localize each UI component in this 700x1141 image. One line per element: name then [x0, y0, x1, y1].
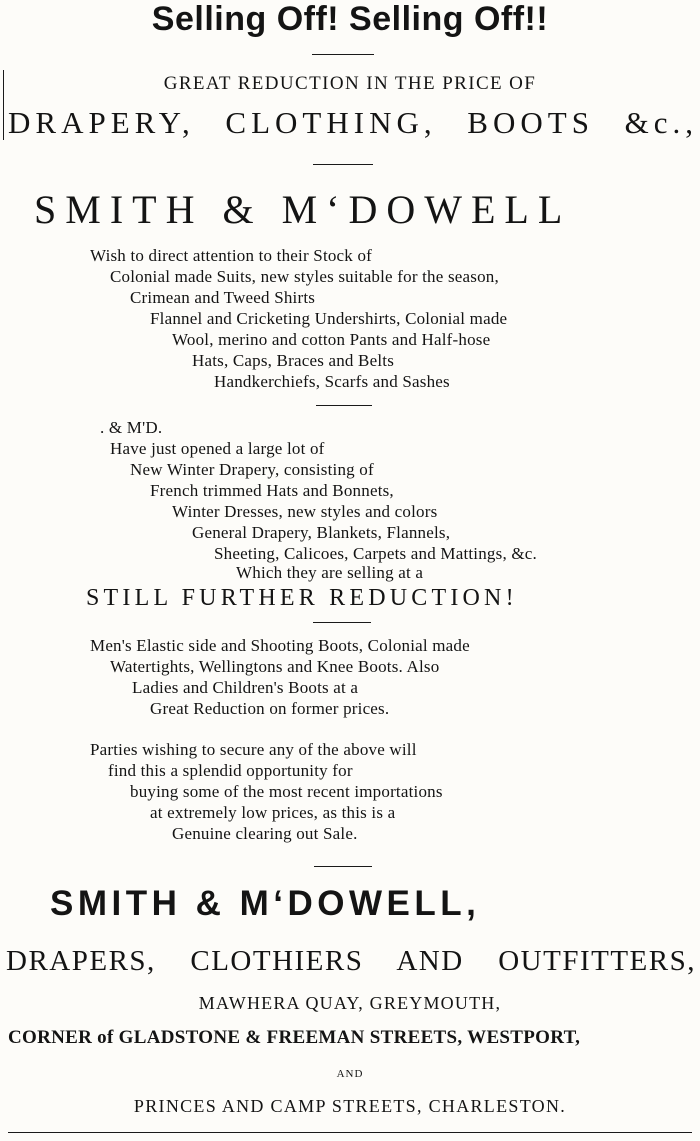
list-item: Great Reduction on former prices.	[150, 699, 390, 718]
address-greymouth: MAWHERA QUAY, GREYMOUTH,	[198, 993, 502, 1013]
address-westport: CORNER of GLADSTONE & FREEMAN STREETS, WESTPORT,	[8, 1027, 581, 1048]
divider	[316, 405, 372, 406]
list-item: Colonial made Suits, new styles suitable for the season,	[110, 267, 499, 286]
address-charleston: PRINCES AND CAMP STREETS, CHARLESTON.	[133, 1096, 567, 1116]
list-item: find this a splendid opportunity for	[108, 761, 353, 780]
divider	[313, 622, 371, 623]
subheading: GREAT REDUCTION IN THE PRICE OF	[163, 73, 537, 94]
firm-name: SMITH & M‘DOWELL	[34, 187, 572, 232]
list-item: Genuine clearing out Sale.	[172, 824, 358, 843]
list-item: Ladies and Children's Boots at a	[132, 678, 359, 697]
bottom-border	[8, 1132, 692, 1133]
list-item: Men's Elastic side and Shooting Boots, Colonial made	[90, 636, 470, 655]
divider	[313, 164, 373, 165]
list-item: . & M'D.	[100, 418, 163, 437]
list-item: French trimmed Hats and Bonnets,	[150, 481, 394, 500]
list-item: Flannel and Cricketing Undershirts, Colonial made	[150, 309, 508, 328]
list-item: Winter Dresses, new styles and colors	[172, 502, 438, 521]
list-item: buying some of the most recent importations	[130, 782, 443, 801]
list-item: New Winter Drapery, consisting of	[130, 460, 374, 479]
list-item: General Drapery, Blankets, Flannels,	[192, 523, 451, 542]
list-item: Watertights, Wellingtons and Knee Boots. Also	[110, 657, 440, 676]
firm-name-bold: SMITH & M‘DOWELL,	[50, 884, 481, 923]
list-item: Parties wishing to secure any of the above will	[90, 740, 417, 759]
still-reduction-heading: STILL FURTHER REDUCTION!	[86, 585, 518, 611]
list-item: at extremely low prices, as this is a	[150, 803, 396, 822]
divider	[312, 54, 374, 55]
list-item: Crimean and Tweed Shirts	[130, 288, 316, 307]
and-word: AND	[336, 1068, 364, 1080]
list-item: Sheeting, Calicoes, Carpets and Mattings, &c.	[214, 544, 537, 563]
headline: Selling Off! Selling Off!!	[151, 0, 549, 38]
list-item: Which they are selling at a	[236, 563, 424, 582]
divider	[314, 866, 372, 867]
list-item: Have just opened a large lot of	[110, 439, 325, 458]
trades-line: DRAPERS, CLOTHIERS AND OUTFITTERS,	[6, 945, 696, 977]
list-item: Wish to direct attention to their Stock of	[90, 246, 373, 265]
list-item: Wool, merino and cotton Pants and Half-hose	[172, 330, 491, 349]
list-item: Handkerchiefs, Scarfs and Sashes	[214, 372, 450, 391]
list-item: Hats, Caps, Braces and Belts	[192, 351, 395, 370]
goods-line: DRAPERY, CLOTHING, BOOTS &c.,	[8, 105, 698, 140]
